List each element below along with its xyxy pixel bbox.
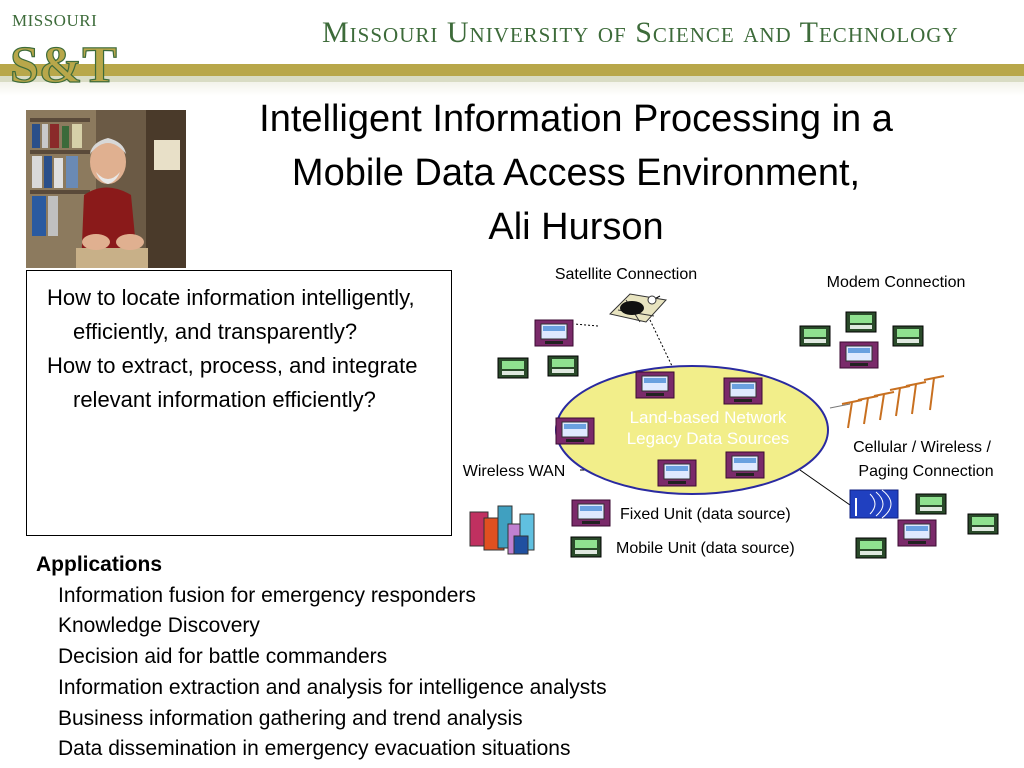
fixed-unit-icon <box>840 342 878 368</box>
cellular-label-2: Paging Connection <box>858 463 994 480</box>
mobile-unit-icon <box>800 326 830 346</box>
logo-text-main: S&T <box>10 37 117 94</box>
buildings-icon <box>470 506 534 554</box>
application-item: Data dissemination in emergency evacuation situations <box>58 737 571 761</box>
fixed-unit-icon <box>556 418 594 444</box>
mobile-unit-icon <box>893 326 923 346</box>
legend-mobile-label: Mobile Unit (data source) <box>616 540 795 557</box>
mobile-unit-icon <box>846 312 876 332</box>
fixed-unit-icon <box>636 372 674 398</box>
university-name: Missouri University of Science and Technology <box>322 16 959 49</box>
fixed-unit-icon <box>726 452 764 478</box>
application-item: Information fusion for emergency responders <box>58 583 476 607</box>
title-line-1: Intelligent Information Processing in a <box>259 98 893 140</box>
legend-mobile-icon <box>571 537 601 557</box>
fixed-unit-icon <box>658 460 696 486</box>
application-item: Business information gathering and trend analysis <box>58 706 523 730</box>
question-1: How to locate information intelligently, efficiently, and transparently? <box>47 285 415 344</box>
application-item: Information extraction and analysis for intelligence analysts <box>58 675 607 699</box>
mobile-unit-icon <box>968 514 998 534</box>
wireless-wan-label: Wireless WAN <box>462 463 566 480</box>
legend-fixed-label: Fixed Unit (data source) <box>620 506 791 523</box>
satellite-label: Satellite Connection <box>554 266 698 283</box>
application-item: Decision aid for battle commanders <box>58 645 388 669</box>
network-label-1: Land-based Network <box>629 408 787 427</box>
fixed-unit-icon <box>535 320 573 346</box>
fixed-unit-icon <box>724 378 762 404</box>
mobile-unit-icon <box>856 538 886 558</box>
fixed-unit-icon <box>898 520 936 546</box>
applications-heading: Applications <box>36 553 163 576</box>
logo-text-top: MISSOURI <box>12 11 98 30</box>
modem-label: Modem Connection <box>826 274 966 291</box>
network-label-2: Legacy Data Sources <box>626 429 790 448</box>
title-line-2: Mobile Data Access Environment, <box>291 152 861 194</box>
mobile-unit-icon <box>916 494 946 514</box>
cellular-label-1: Cellular / Wireless / <box>853 439 991 456</box>
legend-fixed-icon <box>572 500 610 526</box>
paging-transmitter-icon <box>850 490 898 518</box>
mobile-unit-icon <box>548 356 578 376</box>
mobile-unit-icon <box>498 358 528 378</box>
question-2: How to extract, process, and integrate relevant information efficiently? <box>47 353 418 412</box>
title-line-3: Ali Hurson <box>488 206 664 248</box>
cellular-towers-icon <box>842 376 944 428</box>
application-item: Knowledge Discovery <box>58 614 260 638</box>
satellite-icon <box>610 294 666 322</box>
